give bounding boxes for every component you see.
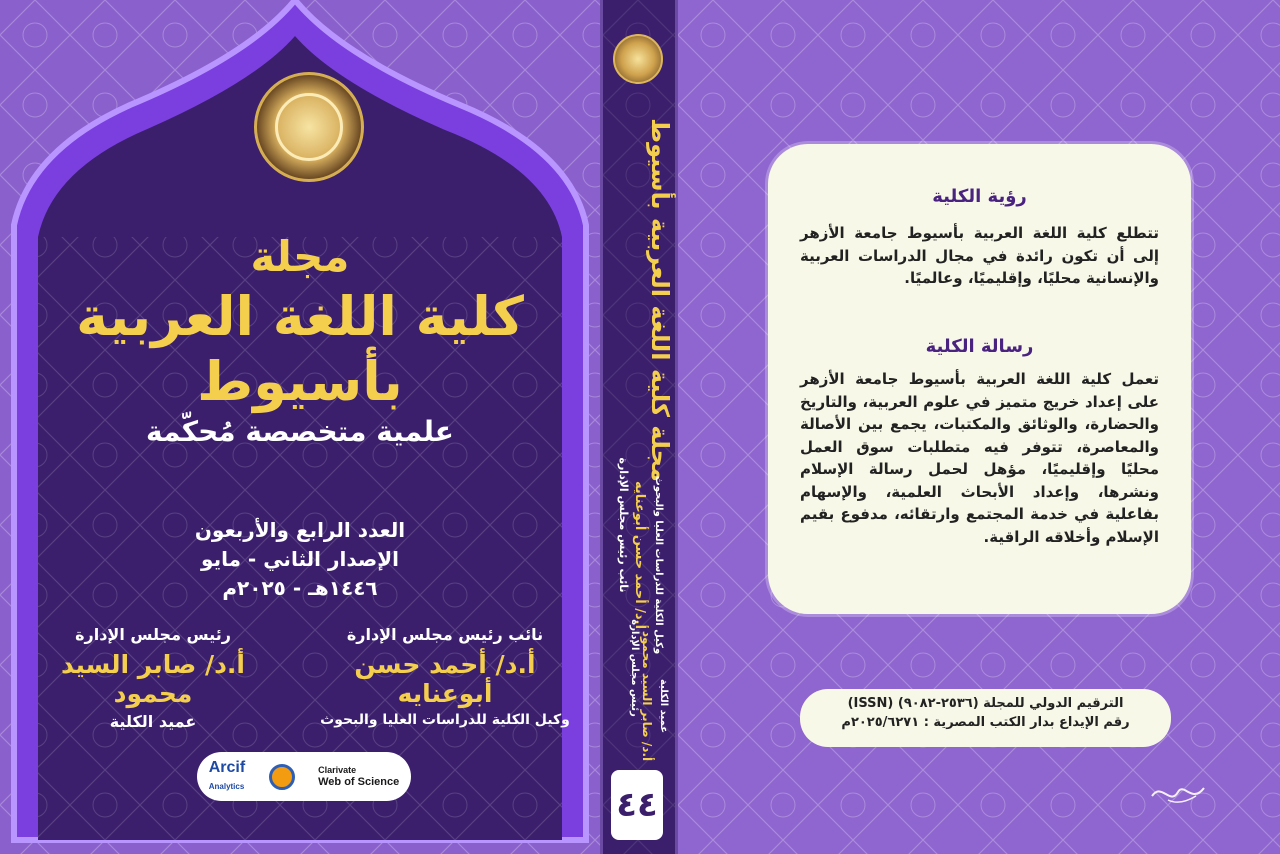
chair-name: أ.د/ صابر السيد محمود [61,650,245,708]
vision-title: رؤية الكلية [932,186,1027,207]
vice-chair-name: أ.د/ أحمد حسن أبوعنايه [354,650,536,708]
spine-vice-title: وكيل الكلية للدراسات العليا والبحوث [653,475,664,655]
subtitle: علمية متخصصة مُحكّمة [146,415,454,448]
spine-title: مجلة كلية اللغة العربية بأسيوط [646,118,674,482]
spine-emblem [613,34,663,84]
arcif-label: Arcif [208,758,246,776]
spine-chair-title: عميد الكلية [658,678,669,734]
college-title: كلية اللغة العربية بأسيوط [76,285,524,413]
spine-vice-role: نائب رئيس مجلس الإدارة [617,457,630,593]
journal-seal-icon [269,764,295,790]
wos-label: Web of Science [318,775,400,788]
issue-date: ١٤٤٦هـ - ٢٠٢٥م [222,576,378,600]
mission-title: رسالة الكلية [925,336,1034,357]
chair-block-right [310,625,580,728]
spine-issue-number: ٤٤ [611,770,663,840]
spine-chair-role: رئيس مجلس الإدارة [629,619,640,717]
spine-vice-name: أ.د/ أحمد حسن أبوعنايه [632,480,647,630]
mission-text: تعمل كلية اللغة العربية بأسيوط جامعة الأزهر على إعداد خريج متميز في علوم العربية، والتاريخ والحضارة، والوثائق والمكتبات، يجمع بين الأصالة والمعاصرة، تتوفر فيه متطلبات سوق العمل محليًا وإقليميًا، مؤهل لحمل رسالة الإسلام ونشرها، وإعداد الأبحاث العلمية، والإسهام بفاعلية في خدمة المجتمع وارتقائه، مدفوع بقيم الإسلام وأخلاقه الراقية. [800,370,1159,546]
vision-text: تتطلع كلية اللغة العربية بأسيوط جامعة الأزهر إلى أن تكون رائدة في مجال الدراسات العربية والإنسانية محليًا، وإقليميًا، وعالميًا. [800,224,1159,287]
signature-logo-icon [1148,778,1208,808]
issn-box [800,689,1171,747]
front-cover [0,0,600,854]
issn-line: الترقيم الدولي للمجلة (٢٥٣٦-٩٠٨٢) (ISSN) [847,696,1124,711]
clarivate-label: Clarivate [318,764,357,775]
spine-chair-name: أ.د/ صابر السيد محمود [640,630,654,762]
deposit-line: رقم الإيداع بدار الكتب المصرية : ٢٠٢٥/٦٢٧١م [841,715,1130,730]
clarivate-logo [318,765,399,788]
chair-role: رئيس مجلس الإدارة [75,625,231,644]
issue-number: العدد الرابع والأربعون [194,518,406,542]
arcif-logo [209,760,245,794]
vice-chair-role: نائب رئيس مجلس الإدارة [346,625,544,644]
vision-mission-panel [768,144,1191,614]
chair-title: عميد الكلية [109,712,197,731]
indexing-logos [197,752,411,801]
issue-edition: الإصدار الثاني - مايو [201,547,399,571]
vice-chair-title: وكيل الكلية للدراسات العليا والبحوث [320,712,570,728]
arcif-sub-label: Analytics [208,781,245,791]
chair-block-left [28,625,278,731]
journal-word: مجلة [250,232,350,281]
